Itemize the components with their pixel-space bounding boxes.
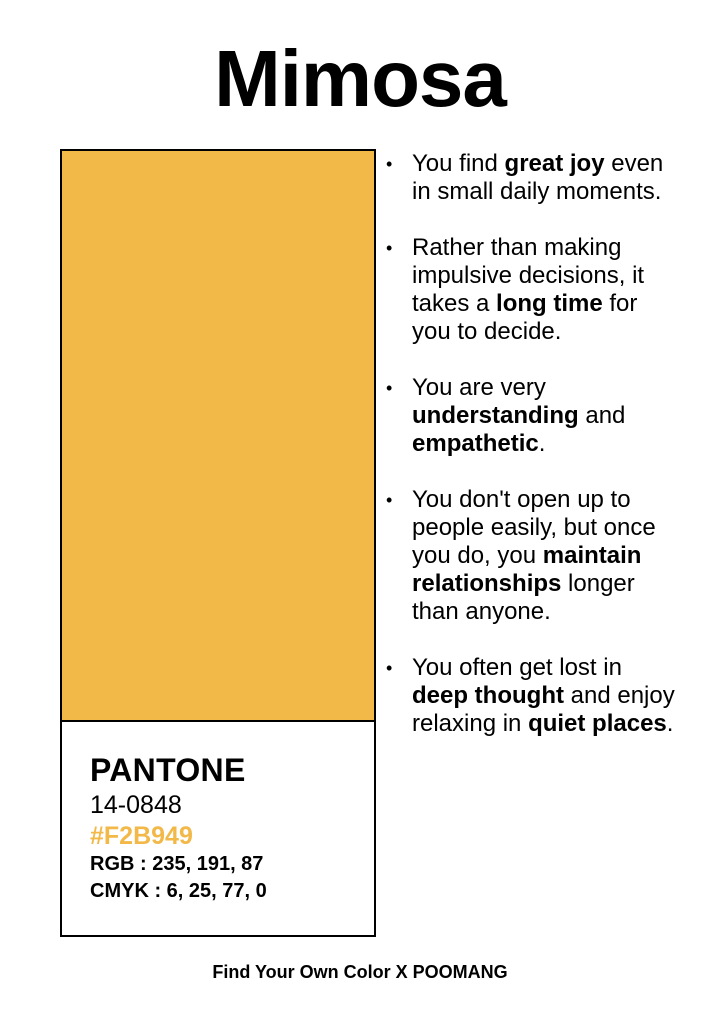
bullet-icon: •: [386, 378, 393, 398]
trait-emphasis: maintain relationships: [412, 542, 642, 597]
trait-emphasis: long time: [496, 290, 603, 317]
cmyk-values: CMYK : 6, 25, 77, 0: [90, 880, 267, 902]
footer-credit: Find Your Own Color X POOMANG: [212, 962, 508, 982]
pantone-brand: PANTONE: [90, 752, 246, 788]
trait-emphasis: quiet places: [528, 710, 667, 737]
trait-text: and: [578, 402, 626, 429]
trait-text: even in small daily moments.: [412, 150, 664, 205]
trait-item: [386, 374, 676, 458]
trait-item: [386, 654, 676, 738]
trait-text: for you to decide.: [412, 290, 638, 345]
trait-text: You are very: [412, 374, 546, 401]
trait-text: You often get lost in: [412, 654, 622, 681]
page-title: Mimosa: [214, 34, 506, 123]
trait-text: longer than anyone.: [412, 570, 635, 625]
trait-item: [386, 150, 676, 206]
bullet-icon: •: [386, 154, 393, 174]
bullet-icon: •: [386, 658, 393, 678]
pantone-code: 14-0848: [90, 791, 182, 819]
trait-list: [386, 150, 676, 766]
color-swatch: [62, 151, 374, 722]
rgb-values: RGB : 235, 191, 87: [90, 853, 264, 875]
trait-emphasis: understanding: [412, 402, 579, 429]
trait-text: and enjoy relaxing in: [412, 682, 675, 737]
trait-item: [386, 234, 676, 346]
trait-text: You don't open up to people easily, but once you do, you: [412, 486, 656, 569]
bullet-icon: •: [386, 238, 393, 258]
trait-item: [386, 486, 676, 626]
hex-code: #F2B949: [90, 822, 193, 850]
trait-text: .: [538, 430, 546, 457]
trait-emphasis: deep thought: [412, 682, 564, 709]
pantone-info: [90, 751, 360, 905]
trait-text: You find: [412, 150, 505, 177]
trait-emphasis: great joy: [504, 150, 605, 177]
trait-emphasis: empathetic: [412, 430, 539, 457]
trait-text: Rather than making impulsive decisions, it takes a: [412, 234, 645, 317]
trait-text: .: [666, 710, 674, 737]
bullet-icon: •: [386, 490, 393, 510]
color-card: [60, 149, 376, 937]
